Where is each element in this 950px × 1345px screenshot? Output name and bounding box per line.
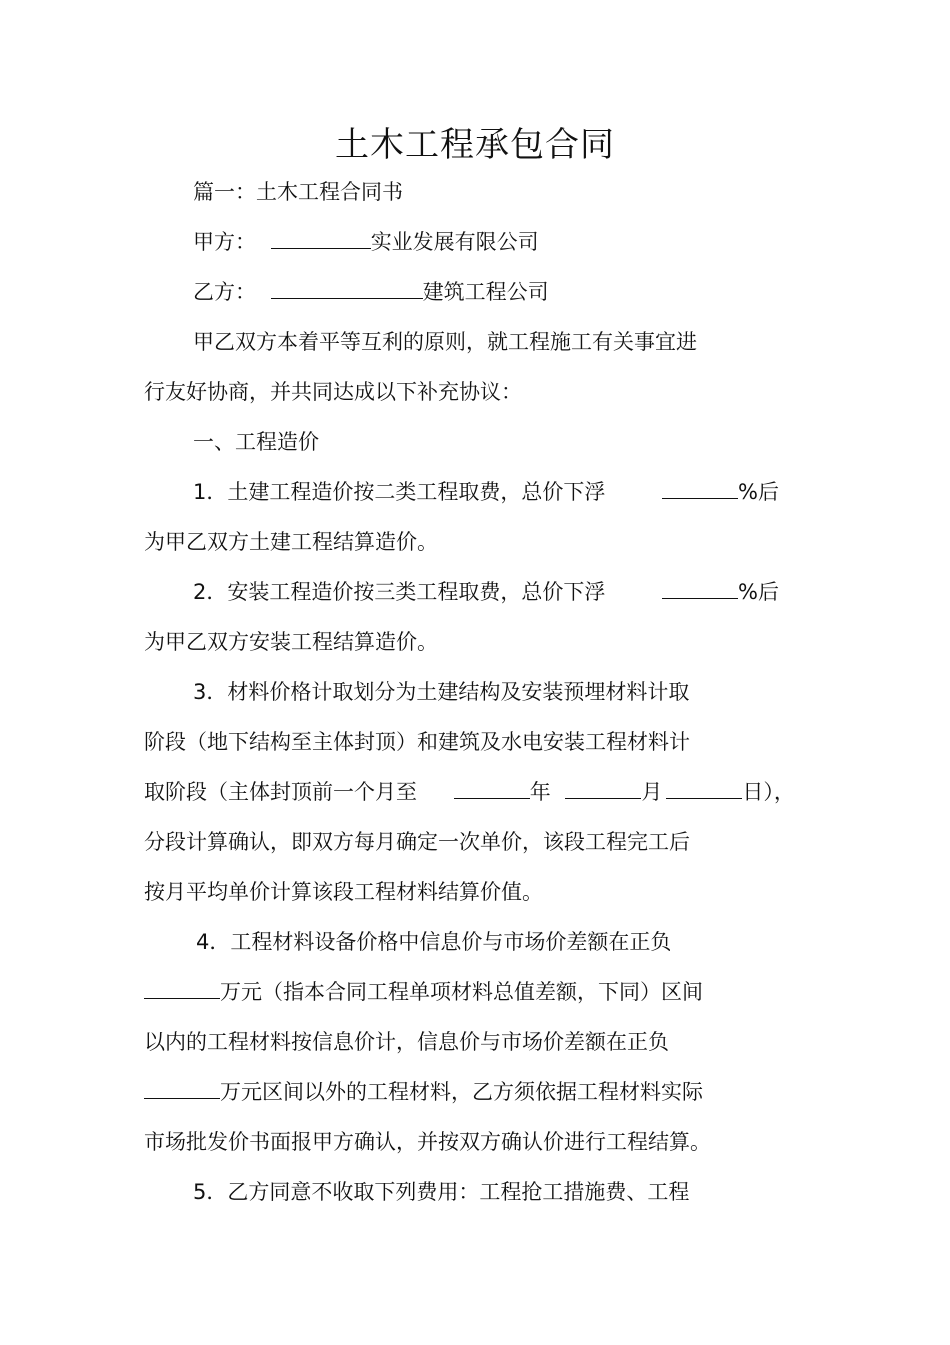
date-range-line	[144, 777, 795, 807]
clause-text: 1．土建工程造价按二类工程取费，总价下浮	[193, 480, 606, 504]
paragraph-text: 行友好协商，并共同达成以下补充协议：	[144, 380, 522, 404]
day-label: 日），	[742, 780, 795, 804]
amount-blank	[144, 1078, 220, 1099]
paragraph-text: 阶段（地下结构至主体封顶）和建筑及水电安装工程材料计	[144, 730, 690, 754]
paragraph-line	[144, 1027, 669, 1057]
paragraph-line	[193, 327, 697, 357]
paragraph-line	[144, 727, 690, 757]
paragraph-line	[144, 377, 522, 407]
day-blank	[666, 778, 742, 799]
subsection-heading-text: 一、工程造价	[193, 430, 319, 454]
document-title: 土木工程承包合同	[335, 125, 615, 165]
percent-blank	[662, 478, 738, 499]
party-b-line	[193, 277, 549, 307]
paragraph-text: 按月平均单价计算该段工程材料结算价值。	[144, 880, 543, 904]
month-blank	[565, 778, 641, 799]
paragraph-text: 为甲乙双方土建工程结算造价。	[144, 530, 438, 554]
paragraph-line	[144, 627, 438, 657]
paragraph-line	[144, 877, 543, 907]
paragraph-text: 以内的工程材料按信息价计，信息价与市场价差额在正负	[144, 1030, 669, 1054]
paragraph-text: 万元（指本合同工程单项材料总值差额，下同）区间	[220, 980, 703, 1004]
paragraph-text: 取阶段（主体封顶前一个月至	[144, 780, 417, 804]
party-a-label: 甲方：	[193, 230, 256, 254]
amount-blank	[144, 978, 220, 999]
party-a-blank	[271, 228, 371, 249]
party-a-name: 实业发展有限公司	[370, 230, 539, 254]
subsection-heading	[193, 427, 319, 457]
paragraph-text: 甲乙双方本着平等互利的原则，就工程施工有关事宜进	[193, 330, 697, 354]
paragraph-line	[144, 527, 438, 557]
clause-text: 2．安装工程造价按三类工程取费，总价下浮	[193, 580, 606, 604]
year-label: 年	[529, 780, 551, 804]
clause-text: 5．乙方同意不收取下列费用：工程抢工措施费、工程	[193, 1180, 690, 1204]
clause-1-line	[193, 477, 779, 507]
party-b-blank	[271, 278, 423, 299]
clause-text: 4．工程材料设备价格中信息价与市场价差额在正负	[196, 930, 672, 954]
paragraph-line	[144, 1127, 711, 1157]
paragraph-line	[144, 827, 690, 857]
clause-text: %后	[738, 480, 780, 504]
clause-3-line	[193, 677, 689, 707]
paragraph-text: 分段计算确认，即双方每月确定一次单价，该段工程完工后	[144, 830, 690, 854]
clause-4-line	[196, 927, 671, 957]
party-b-label: 乙方：	[193, 280, 256, 304]
year-blank	[454, 778, 530, 799]
clause-5-line	[193, 1177, 689, 1207]
section-heading-text: 篇一：土木工程合同书	[193, 180, 403, 204]
month-label: 月	[641, 780, 663, 804]
section-heading	[193, 177, 403, 207]
amount-line	[144, 1077, 703, 1107]
party-b-name: 建筑工程公司	[422, 280, 549, 304]
clause-2-line	[193, 577, 779, 607]
clause-text: 3．材料价格计取划分为土建结构及安装预埋材料计取	[193, 680, 690, 704]
percent-blank	[662, 578, 738, 599]
paragraph-text: 万元区间以外的工程材料，乙方须依据工程材料实际	[220, 1080, 703, 1104]
clause-text: %后	[738, 580, 780, 604]
amount-line	[144, 977, 703, 1007]
paragraph-text: 市场批发价书面报甲方确认，并按双方确认价进行工程结算。	[144, 1130, 711, 1154]
party-a-line	[193, 227, 539, 257]
paragraph-text: 为甲乙双方安装工程结算造价。	[144, 630, 438, 654]
